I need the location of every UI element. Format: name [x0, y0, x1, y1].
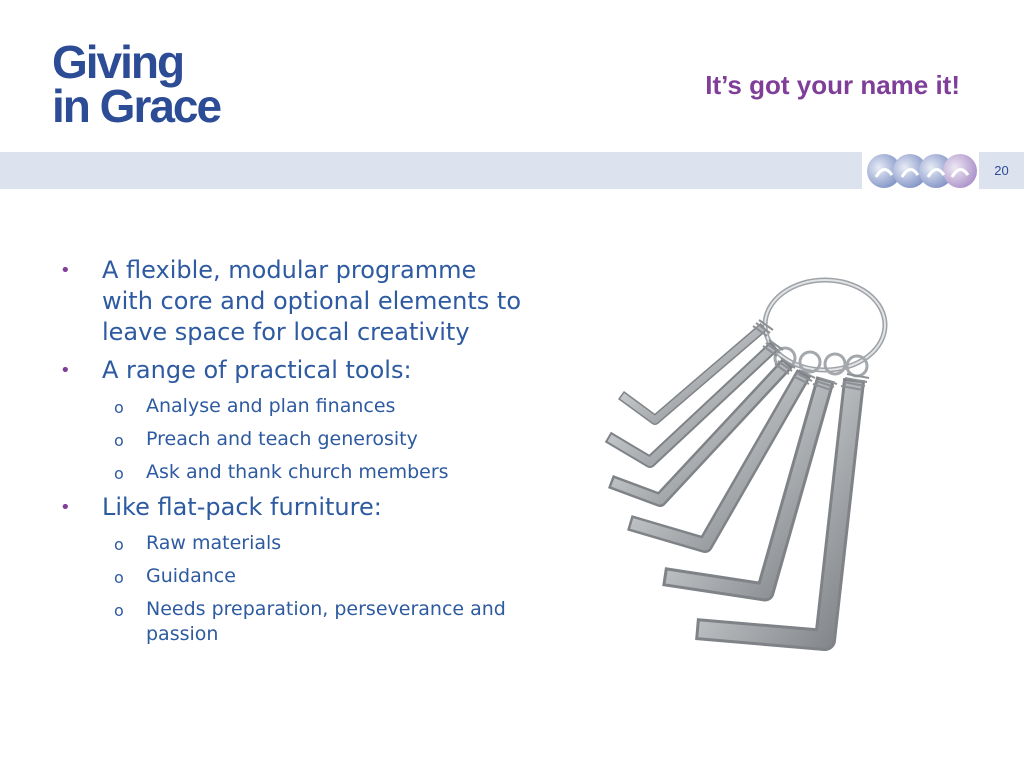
sub-bullet-text: Needs preparation, perseverance and passion	[146, 598, 506, 645]
bullet-marker: •	[60, 260, 71, 281]
giving-in-grace-logo	[52, 36, 221, 132]
page-number: 20	[979, 152, 1024, 189]
bullet-item	[60, 492, 530, 523]
sub-bullet-marker: o	[114, 601, 124, 620]
sub-bullet-item	[60, 597, 530, 647]
sub-bullet-text: Analyse and plan finances	[146, 395, 396, 417]
bullet-item	[60, 355, 530, 386]
sub-bullet-text: Guidance	[146, 565, 236, 587]
bullet-text: A flexible, modular programme with core and optional elements to leave space for local creativity	[102, 256, 522, 346]
sub-bullet-marker: o	[114, 568, 124, 587]
circles-ornament-icon	[862, 152, 978, 189]
allen-key-set-icon	[595, 270, 905, 684]
bullet-marker: •	[60, 360, 71, 381]
bullet-text: A range of practical tools:	[102, 356, 412, 384]
sub-bullet-item	[60, 531, 530, 556]
sub-bullet-marker: o	[114, 398, 124, 417]
bullet-item	[60, 255, 530, 348]
bullet-text: Like flat-pack furniture:	[102, 493, 382, 521]
sub-bullet-item	[60, 564, 530, 589]
bullet-marker: •	[60, 497, 71, 518]
slide-title: It’s got your name it!	[705, 70, 960, 100]
sub-bullet-marker: o	[114, 431, 124, 450]
logo-line-2: in Grace	[52, 80, 221, 132]
sub-bullet-text: Ask and thank church members	[146, 461, 449, 483]
sub-bullet-item	[60, 460, 530, 485]
logo-line-1: Giving	[52, 36, 184, 88]
sub-bullet-text: Preach and teach generosity	[146, 428, 418, 450]
sub-bullet-item	[60, 427, 530, 452]
header-band	[0, 152, 862, 189]
sub-bullet-marker: o	[114, 464, 124, 483]
bullet-list	[60, 248, 530, 647]
sub-bullet-marker: o	[114, 535, 124, 554]
sub-bullet-text: Raw materials	[146, 532, 282, 554]
sub-bullet-item	[60, 394, 530, 419]
